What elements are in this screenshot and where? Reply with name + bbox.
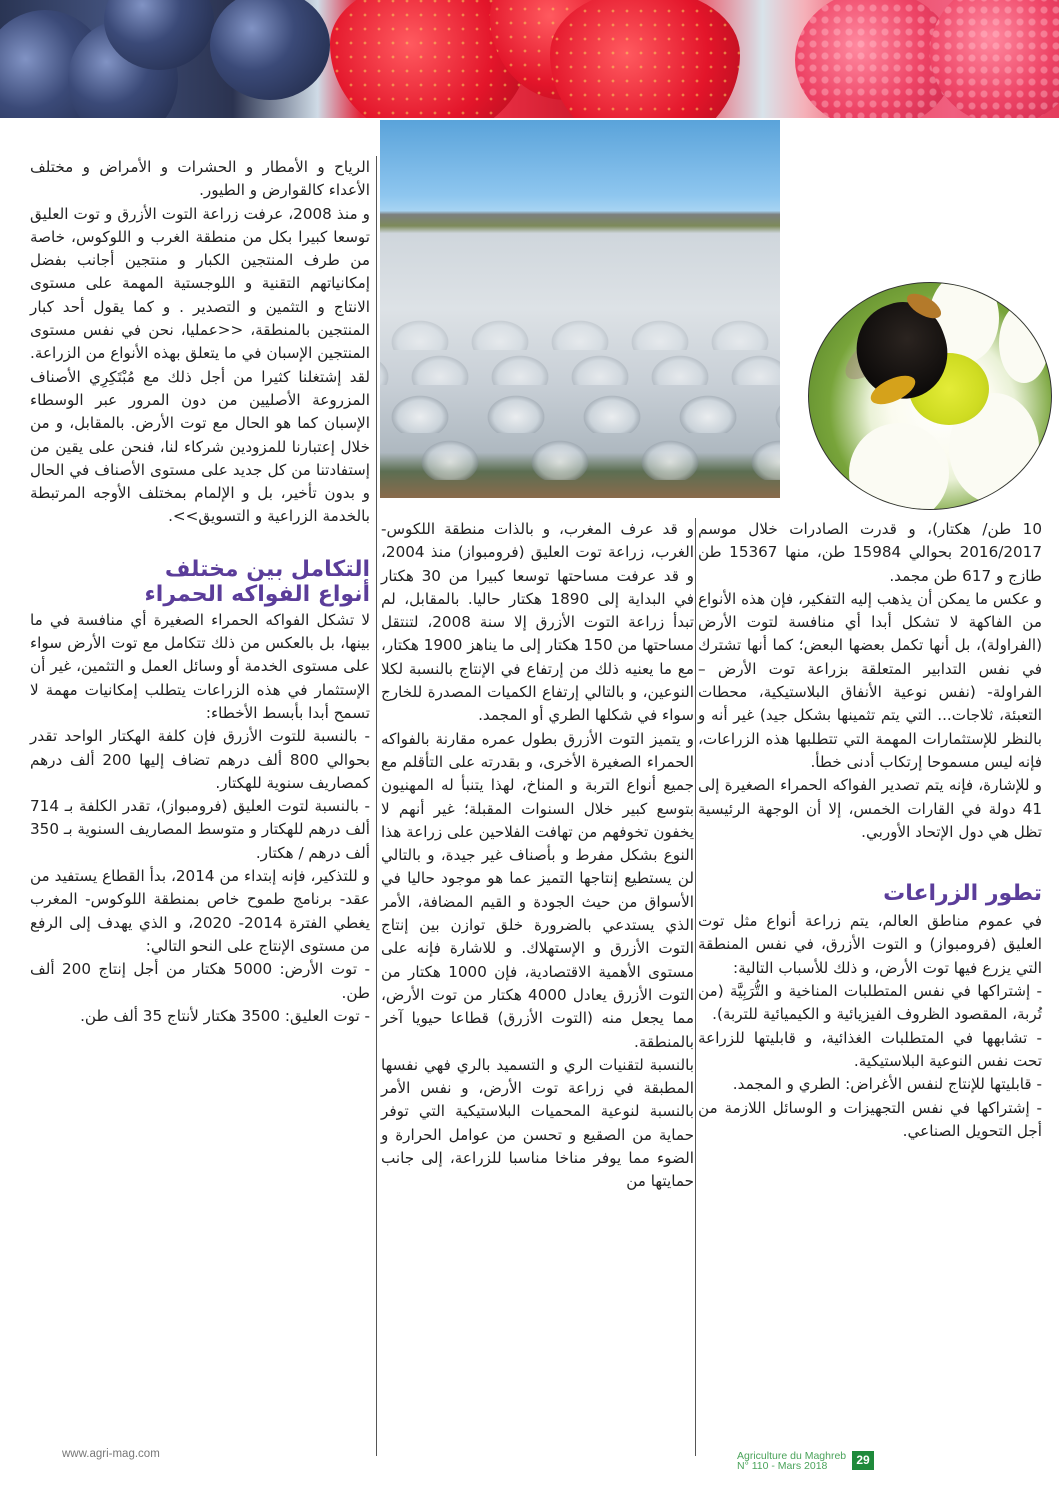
list-item: - بالنسبة لتوت العليق (فرومبواز)، تقدر الكلفة بـ 714 ألف درهم للهكتار و متوسط المصاريف السنوية بـ 350 ألف درهم / هكتار. [30, 797, 370, 862]
bee-on-flower-photo [808, 282, 1052, 510]
list-item: - تشابهها في المتطلبات الغذائية، و قابليتها للزراعة تحت نفس النوعية البلاستيكية. [698, 1028, 1042, 1070]
paragraph: في عموم مناطق العالم، يتم زراعة أنواع مثل توت العليق (فرومبواز) و التوت الأزرق، في نفس المنطقة التي يزرع فيها توت الأرض، و ذلك للأسباب التالية: [698, 912, 1042, 977]
paragraph: و يتميز التوت الأزرق بطول عمره مقارنة بالفواكه الحمراء الصغيرة الأخرى، و بقدرته على التأقلم مع جميع أنواع التربة و المناخ، لهذا يتنبأ له المهنيون بتوسع كبير خلال السنوات المقبلة؛ غير أنهم لا يخفون تخوفهم من تهافت الفلاحين على زراعة هذا النوع بشكل مفرط و بأصناف غير جيدة، و بالتالي لن يستطيع إنتاجها التميز عما هو موجود حاليا في الأسواق من حيث الجودة و القيم المضافة، الأمر الذي يستدعي بالضرورة خلق توازن بين إنتاج التوت الأزرق و الإستهلاك. و للاشارة فإنه على مستوى الأهمية الاقتصادية، فإن 1000 هكتار من التوت الأزرق يعادل 4000 هكتار من توت الأرض، مما يجعل منه (التوت الأزرق) قطاعا حيويا آخر بالمنطقة. [381, 729, 695, 1051]
paragraph: و للتذكير، فإنه إبتداء من 2014، بدأ القطاع يستفيد من عقد- برنامج طموح خاص بمنطقة اللوكوس- المغرب يغطي الفترة 2014- 2020، و الذي يهدف إلى الرفع من مستوى الإنتاج على النحو التالي: [30, 867, 370, 955]
paragraph: بالنسبة لتقنيات الري و التسميد بالري فهي نفسها المطبقة في زراعة توت الأرض، و نفس الأمر بالنسبة لنوعية المحميات البلاستيكية التي توفر حماية من الصقيع و تحسن من عوامل الحرارة و الضوء مما يوفر مناخا مناسبا للزراعة، إلى جانب حمايتها من [381, 1055, 694, 1191]
greenhouse-tunnels-photo [380, 120, 780, 498]
magazine-title: Agriculture du Maghreb [737, 1450, 847, 1462]
paragraph: و للإشارة، فإنه يتم تصدير الفواكه الحمراء الصغيرة إلى 41 دولة في القارات الخمس، إلا أن الوجهة الرئيسية تظل هي دول الإتحاد الأوربي. [698, 776, 1042, 841]
website-link[interactable]: www.agri-mag.com [62, 1448, 160, 1460]
heading-line: أنواع الفواكه الحمراء [144, 581, 370, 607]
list-item: - توت الأرض: 5000 هكتار من أجل إنتاج 200 ألف طن. [30, 960, 370, 1002]
paragraph: و منذ 2008، عرفت زراعة التوت الأزرق و توت العليق توسعا كبيرا بكل من منطقة الغرب و اللوكوس، خاصة من طرف المنتجين الكبار و منتجين أجانب بفضل إمكانياتهم التقنية و اللوجستية المهمة على مستوى الانتاج و التثمين و التصدير . و كما يقول أحد كبار المنتجين بالمنطقة، <<عمليا، نحن في نفس مستوى المنتجين الإسبان في ما يتعلق بهذه الأنواع من الزراعة. لقد إشتغلنا كثيرا من أجل ذلك مع مُبْتَكِرِي الأصناف المزروعة الأصليين من دون المرور عبر الوسطاء الإسبان كما هو الحال مع توت الأرض. بالمقابل، و من خلال إعتبارنا للمزودين شركاء لنا، فنحن على يقين من إستفادتنا من كل جديد على مستوى الأصناف في الحال و بدون تأخير، بل و الإلمام بمختلف الأوجه المرتبطة بالخدمة الزراعية و التسويق>>. [30, 204, 370, 526]
paragraph: الرياح و الأمطار و الحشرات و الأمراض و مختلف الأعداء كالقوارض و الطيور. [30, 158, 370, 200]
list-item: - قابليتها للإنتاج لنفس الأغراض: الطري و المجمد. [732, 1075, 1042, 1094]
column-divider [695, 518, 696, 1456]
issue-date: N° 110 - Mars 2018 [737, 1460, 828, 1472]
strawberry-image [550, 0, 740, 118]
magazine-info [737, 1451, 846, 1471]
page-number-badge: 29 [852, 1451, 874, 1470]
list-item: - توت العليق: 3500 هكتار لأنتاج 35 ألف طن. [80, 1006, 370, 1025]
header-banner-fruits [0, 0, 1059, 118]
paragraph: 10 طن/ هكتار)، و قدرت الصادرات خلال موسم 2016/2017 بحوالي 15984 طن، منها 15367 طن طازج و 617 طن مجمد. [698, 520, 1042, 585]
column-divider [376, 156, 377, 1456]
article-column-right [698, 518, 1042, 1143]
heading-line: التكامل بين مختلف [164, 556, 370, 582]
article-column-middle [381, 518, 694, 1194]
paragraph: لا تشكل الفواكه الحمراء الصغيرة أي منافسة في ما بينها، بل بالعكس من ذلك تتكامل مع توت الأرض سواء على مستوى الخدمة أو وسائل العمل و التثمين، غير أن الإستثمار في هذه الزراعات يتطلب إمكانيات مهمة لا تسمح أبدا بأبسط الأخطاء: [30, 610, 370, 722]
paragraph: و عكس ما يمكن أن يذهب إليه التفكير، فإن هذه الأنواع من الفاكهة لا تشكل أبدا أي منافسة لتوت الأرض (الفراولة)، بل أنها تكمل بعضها البعض؛ كما أنها تشترك في نفس التدابير المتعلقة بزراعة توت الأرض –الفراولة- (نفس نوعية الأنفاق البلاستيكية، محطات التعبئة، ثلاجات... التي يتم تثمينها بشكل جيد) غير أنه و بالنظر للإستثمارات المهمة التي تتطلبها هذه الزراعات، فإنه ليس مسموحا إرتكاب أدنى خطأ. [698, 589, 1042, 771]
list-item: - بالنسبة للتوت الأزرق فإن كلفة الهكتار الواحد تقدر بحوالي 800 ألف درهم تضاف إليها 200 ألف درهم كمصاريف سنوية للهكتار. [30, 727, 370, 792]
raspberry-image [930, 0, 1059, 118]
section-heading: تطور الزراعات [883, 881, 1042, 907]
section-heading [30, 557, 370, 607]
article-column-left [30, 156, 370, 1028]
list-item: - إشتراكها في نفس المتطلبات المناخية و التُّرَبِيَّة (من تُربة، المقصود الظروف الفيزيائية و الكيميائية للتربة). [698, 982, 1042, 1024]
list-item: - إشتراكها في نفس التجهيزات و الوسائل اللازمة من أجل التحويل الصناعي. [698, 1098, 1042, 1140]
paragraph: و قد عرف المغرب، و بالذات منطقة اللكوس-الغرب، زراعة توت العليق (فرومبواز) منذ 2004، و قد عرفت مساحتها توسعا كبيرا من 30 هكتار في البداية إلى 1890 هكتار حاليا. بالمقابل، لم تبدأ زراعة التوت الأزرق إلا سنة 2008، لتنتقل مساحتها من 150 هكتار إلى ما يناهز 1900 هكتار، مع ما يعنيه ذلك من إرتفاع في الإنتاج بالنسبة لكلا النوعين، و بالتالي إرتفاع الكميات المصدرة للخارج سواء في شكلها الطري أو المجمد. [381, 520, 694, 725]
blueberry-image [210, 0, 330, 100]
